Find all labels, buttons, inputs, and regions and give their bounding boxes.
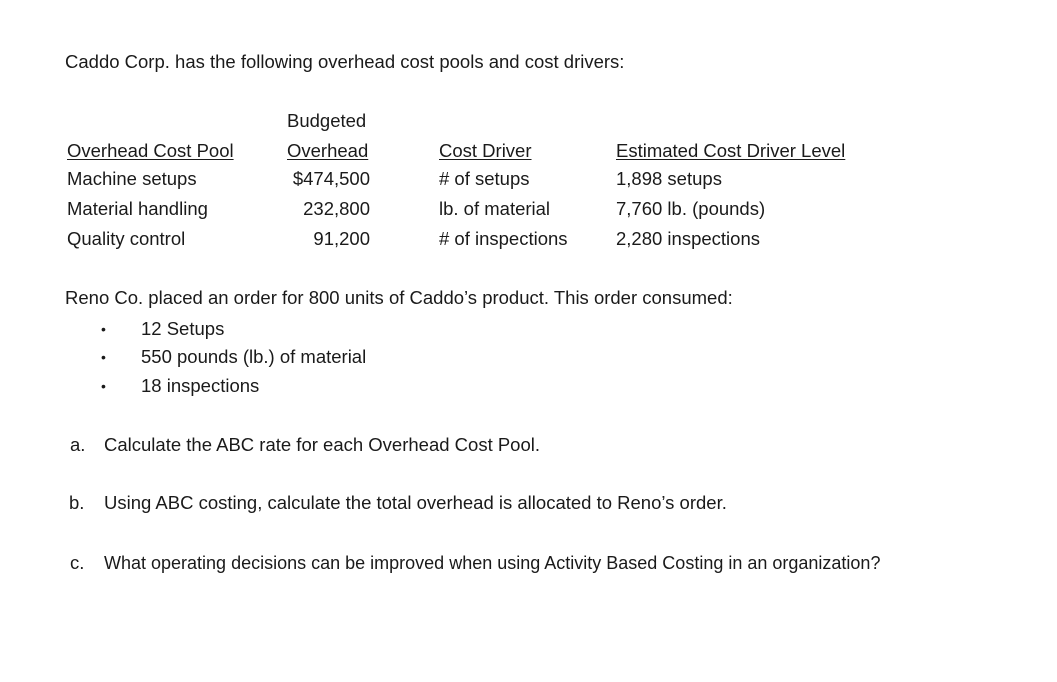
order-item-3: 18 inspections: [141, 375, 260, 396]
header-overhead-cost-pool: Overhead Cost Pool: [67, 140, 234, 161]
order-item-1: 12 Setups: [141, 318, 225, 339]
row-3-level: 2,280 inspections: [616, 228, 760, 249]
header-overhead: Overhead: [287, 140, 369, 161]
row-2-overhead: 232,800: [303, 198, 370, 219]
intro-text: Caddo Corp. has the following overhead cost pools and cost drivers:: [65, 51, 625, 72]
question-b-letter: b.: [69, 492, 85, 513]
question-c-text: What operating decisions can be improved when using Activity Based Costing in an organization?: [104, 553, 881, 573]
header-budgeted: Budgeted: [287, 110, 367, 131]
question-a-text: Calculate the ABC rate for each Overhead Cost Pool.: [104, 434, 541, 455]
order-item-2: 550 pounds (lb.) of material: [141, 346, 367, 367]
bullet-1-icon: •: [101, 321, 106, 337]
row-1-overhead: $474,500: [292, 168, 370, 189]
row-3-overhead: 91,200: [313, 228, 370, 249]
bullet-2-icon: •: [101, 349, 106, 365]
row-3-pool: Quality control: [67, 228, 186, 249]
bullet-3-icon: •: [101, 378, 106, 394]
row-2-driver: lb. of material: [439, 198, 551, 219]
question-b-text: Using ABC costing, calculate the total overhead is allocated to Reno’s order.: [104, 492, 727, 513]
row-2-pool: Material handling: [67, 198, 208, 219]
header-cost-driver: Cost Driver: [439, 140, 532, 161]
row-3-driver: # of inspections: [439, 228, 568, 249]
order-text: Reno Co. placed an order for 800 units of Caddo’s product. This order consumed:: [65, 287, 733, 308]
header-estimated-cost-driver-level: Estimated Cost Driver Level: [616, 140, 846, 161]
question-c-letter: c.: [70, 552, 85, 573]
question-a-letter: a.: [70, 434, 86, 455]
row-1-level: 1,898 setups: [616, 168, 722, 189]
row-1-pool: Machine setups: [67, 168, 197, 189]
row-1-driver: # of setups: [439, 168, 530, 189]
row-2-level: 7,760 lb. (pounds): [616, 198, 766, 219]
